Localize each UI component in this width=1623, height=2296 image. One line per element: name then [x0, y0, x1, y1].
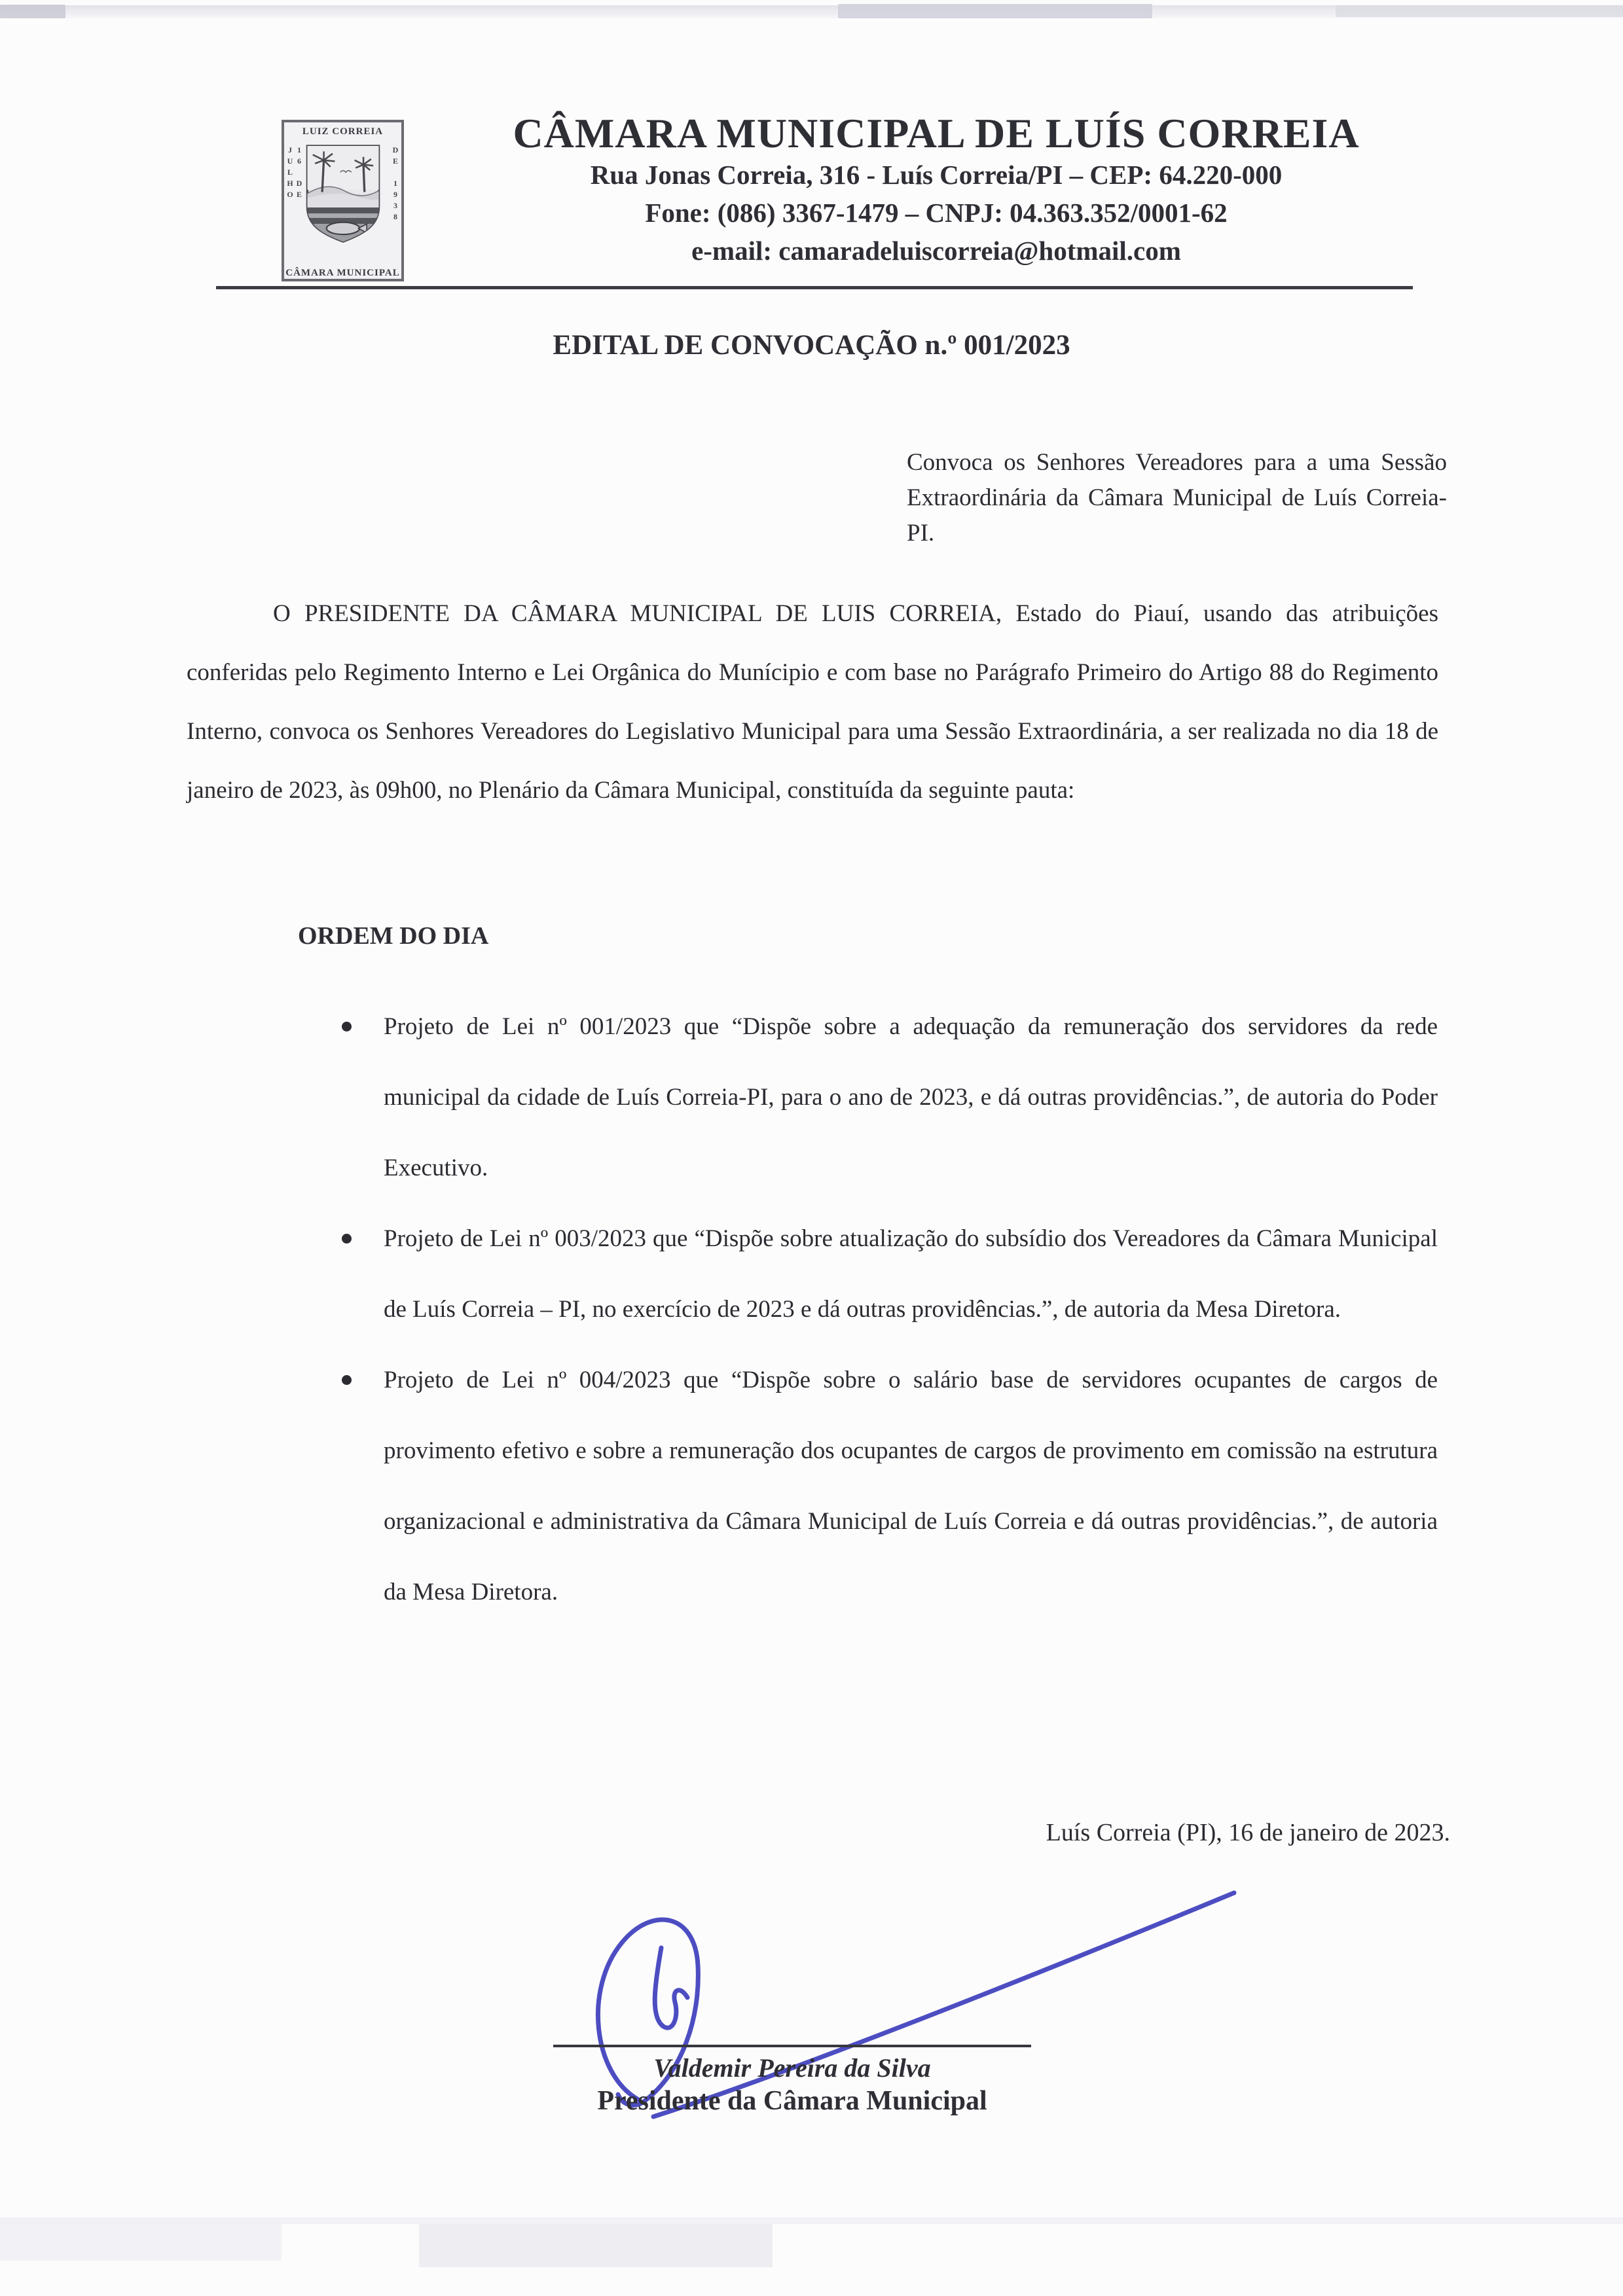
document-summary: Convoca os Senhores Vereadores para a uma Sessão Extraordinária da Câmara Municipal de Luís Correia-PI.: [907, 449, 1447, 547]
document-title: EDITAL DE CONVOCAÇÃO n.º 001/2023: [553, 330, 1070, 361]
address-line: Rua Jonas Correia, 316 - Luís Correia/PI – CEP: 64.220-000: [590, 160, 1283, 190]
logo-chamber-name: CÂMARA MUNICIPAL: [285, 268, 400, 278]
place-date-line: Luís Correia (PI), 16 de janeiro de 2023.: [1046, 1819, 1450, 1846]
signatory-role: Presidente da Câmara Municipal: [597, 2086, 987, 2116]
signature-line: [553, 2045, 1031, 2047]
scan-artifact-bottom-left: [0, 2223, 282, 2261]
logo-right-date-text: DE 1938: [391, 145, 400, 223]
agenda-heading: ORDEM DO DIA: [298, 922, 489, 950]
agenda-item-3: Projeto de Lei nº 004/2023 que “Dispõe sobre o salário base de servidores ocupantes de cargos de provimento efetivo e sobre a remuneração dos ocupantes de cargos de provimento em comissão na estrutura organizacional e administrativa da Câmara Municipal de Luís Correia e dá outras providências.”, de autoria da Mesa Diretora.: [340, 1345, 1438, 1628]
signatory-name: Valdemir Pereira da Silva: [653, 2053, 931, 2083]
phone-cnpj-line: Fone: (086) 3367-1479 – CNPJ: 04.363.352/0001-62: [645, 198, 1228, 228]
shield-icon: [302, 139, 384, 249]
body-paragraph: O PRESIDENTE DA CÂMARA MUNICIPAL DE LUIS CORREIA, Estado do Piauí, usando das atribuições conferidas pelo Regimento Interno e Lei Orgânica do Munícipio e com base no Parágrafo Primeiro do Artigo 88 do Regimento Interno, convoca os Senhores Vereadores do Legislativo Municipal para uma Sessão Extraordinária, a ser realizada no dia 18 de janeiro de 2023, às 09h00, no Plenário da Câmara Municipal, constituída da seguinte pauta:: [187, 600, 1438, 804]
scan-artifact-top-left: [0, 5, 65, 18]
email-line: e-mail: camaradeluiscorreia@hotmail.com: [691, 236, 1181, 266]
agenda-list: [340, 992, 1438, 1628]
scan-artifact-bottom-middle: [419, 2224, 773, 2267]
letterhead-divider: [216, 286, 1413, 289]
letterhead: [426, 111, 1447, 270]
scan-artifact-top-middle: [838, 4, 1152, 18]
agenda-item-2: Projeto de Lei nº 003/2023 que “Dispõe sobre atualização do subsídio dos Vereadores da Câmara Municipal de Luís Correia – PI, no exercício de 2023 e dá outras providências.”, de autoria da Mesa Diretora.: [340, 1204, 1438, 1345]
signature-block: [553, 2045, 1031, 2118]
municipal-coat-of-arms-logo: [282, 120, 404, 281]
logo-shield-area: [284, 137, 401, 266]
agenda-item-1: Projeto de Lei nº 001/2023 que “Dispõe sobre a adequação da remuneração dos servidores da rede municipal da cidade de Luís Correia-PI, para o ano de 2023, e dá outras providências.”, de autoria do Poder Executivo.: [340, 992, 1438, 1204]
logo-city-name: LUIZ CORREIA: [302, 126, 384, 137]
scan-artifact-top-right: [1336, 5, 1623, 17]
logo-left-date-text: 16 DE JULHO: [285, 145, 304, 201]
organization-name: CÂMARA MUNICIPAL DE LUÍS CORREIA: [513, 110, 1360, 156]
